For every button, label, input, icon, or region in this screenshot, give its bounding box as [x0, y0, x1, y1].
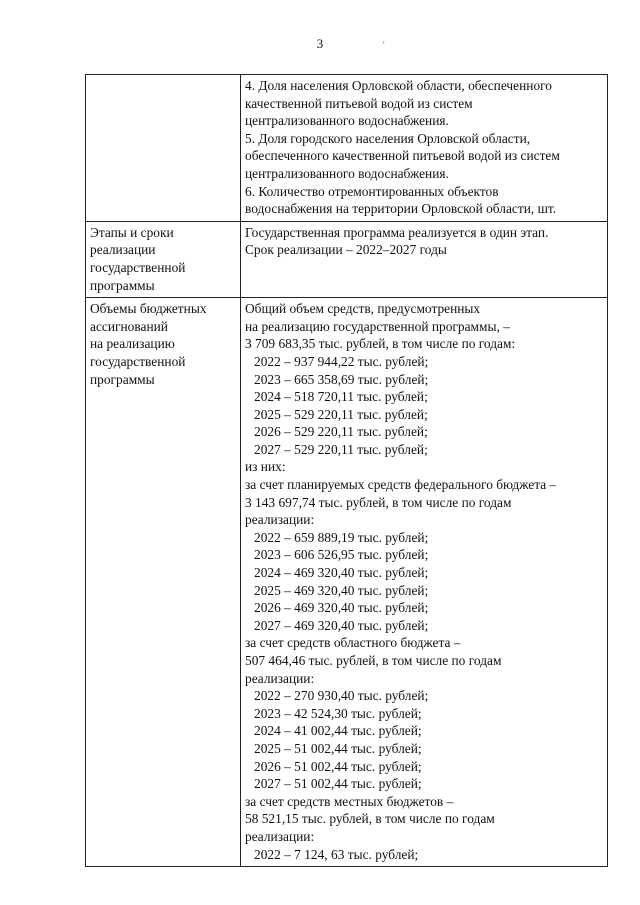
year-amount-line: 2022 – 937 944,22 тыс. рублей;: [254, 353, 429, 369]
row-label-line: государственной: [90, 353, 186, 369]
value-text-line: за счет средств областного бюджета –: [245, 635, 461, 651]
value-text-line: за счет планируемых средств федерального бюджета –: [245, 477, 557, 493]
year-amount-line: 2025 – 529 220,11 тыс. рублей;: [254, 406, 428, 422]
value-text-line: за счет средств местных бюджетов –: [245, 793, 454, 809]
year-amount-line: 2023 – 665 358,69 тыс. рублей;: [254, 371, 429, 387]
year-amount-line: 2027 – 469 320,40 тыс. рублей;: [254, 617, 429, 633]
row-label-line: Объемы бюджетных: [90, 301, 207, 317]
value-text-line: водоснабжения на территории Орловской области, шт.: [245, 201, 557, 217]
row-label-cell: [86, 298, 241, 867]
year-amount-line: 2025 – 469 320,40 тыс. рублей;: [254, 582, 429, 598]
page-number: 3: [316, 36, 324, 51]
year-amount-line: 2024 – 469 320,40 тыс. рублей;: [254, 565, 429, 581]
year-amount-line: 2023 – 42 524,30 тыс. рублей;: [254, 705, 422, 721]
year-amount-line: 2027 – 51 002,44 тыс. рублей;: [254, 776, 422, 792]
year-amount-line: 2027 – 529 220,11 тыс. рублей;: [254, 441, 428, 457]
year-amount-line: 2022 – 659 889,19 тыс. рублей;: [254, 529, 429, 545]
year-amount-line: 2022 – 7 124, 63 тыс. рублей;: [254, 846, 419, 862]
row-label-line: программы: [90, 371, 155, 387]
value-text-line: 3 709 683,35 тыс. рублей, в том числе по годам:: [245, 336, 516, 352]
margin-mark: ': [383, 40, 385, 50]
value-text-line: 6. Количество отремонтированных объектов: [245, 183, 499, 199]
year-amount-line: 2022 – 270 930,40 тыс. рублей;: [254, 688, 429, 704]
year-amount-line: 2025 – 51 002,44 тыс. рублей;: [254, 740, 422, 756]
table-row: [86, 221, 608, 297]
year-amount-line: 2026 – 469 320,40 тыс. рублей;: [254, 600, 429, 616]
row-label-line: ассигнований: [90, 318, 168, 334]
value-text-line: Общий объем средств, предусмотренных: [245, 301, 481, 317]
value-text-line: 5. Доля городского населения Орловской области,: [245, 130, 531, 146]
row-value-cell: [241, 298, 608, 867]
row-label-line: государственной: [90, 259, 186, 275]
value-text-line: обеспеченного качественной питьевой водой из систем: [245, 148, 560, 164]
row-label-line: на реализацию: [90, 336, 175, 352]
value-text-line: 4. Доля населения Орловской области, обеспеченного: [245, 78, 552, 93]
value-text-line: реализации:: [245, 670, 315, 686]
value-text-line: Срок реализации – 2022–2027 годы: [245, 242, 447, 258]
row-label-cell: [86, 75, 241, 222]
year-amount-line: 2024 – 518 720,11 тыс. рублей;: [254, 389, 428, 405]
table-row: [86, 75, 608, 222]
value-text-line: централизованного водоснабжения.: [245, 113, 449, 129]
row-label-line: реализации: [90, 242, 156, 258]
program-passport-table: [85, 74, 608, 867]
row-value-cell: [241, 75, 608, 222]
row-label-line: Этапы и сроки: [90, 224, 174, 240]
table-body: [86, 75, 608, 867]
value-text-line: 3 143 697,74 тыс. рублей, в том числе по годам: [245, 494, 512, 510]
row-label-line: программы: [90, 277, 155, 293]
year-amount-line: 2024 – 41 002,44 тыс. рублей;: [254, 723, 422, 739]
value-text-line: 58 521,15 тыс. рублей, в том числе по годам: [245, 811, 495, 827]
value-text-line: из них:: [245, 459, 286, 475]
value-text-line: реализации:: [245, 828, 315, 844]
value-text-line: централизованного водоснабжения.: [245, 165, 449, 181]
value-text-line: 507 464,46 тыс. рублей, в том числе по годам: [245, 653, 502, 668]
year-amount-line: 2026 – 51 002,44 тыс. рублей;: [254, 758, 422, 774]
value-text-line: Государственная программа реализуется в один этап.: [245, 224, 549, 240]
row-label-cell: [86, 221, 241, 297]
row-value-cell: [241, 221, 608, 297]
year-amount-line: 2023 – 606 526,95 тыс. рублей;: [254, 547, 429, 563]
table-row: [86, 298, 608, 867]
value-text-line: на реализацию государственной программы, –: [245, 318, 510, 334]
year-amount-line: 2026 – 529 220,11 тыс. рублей;: [254, 424, 428, 440]
value-text-line: качественной питьевой водой из систем: [245, 95, 473, 111]
value-text-line: реализации:: [245, 512, 315, 528]
